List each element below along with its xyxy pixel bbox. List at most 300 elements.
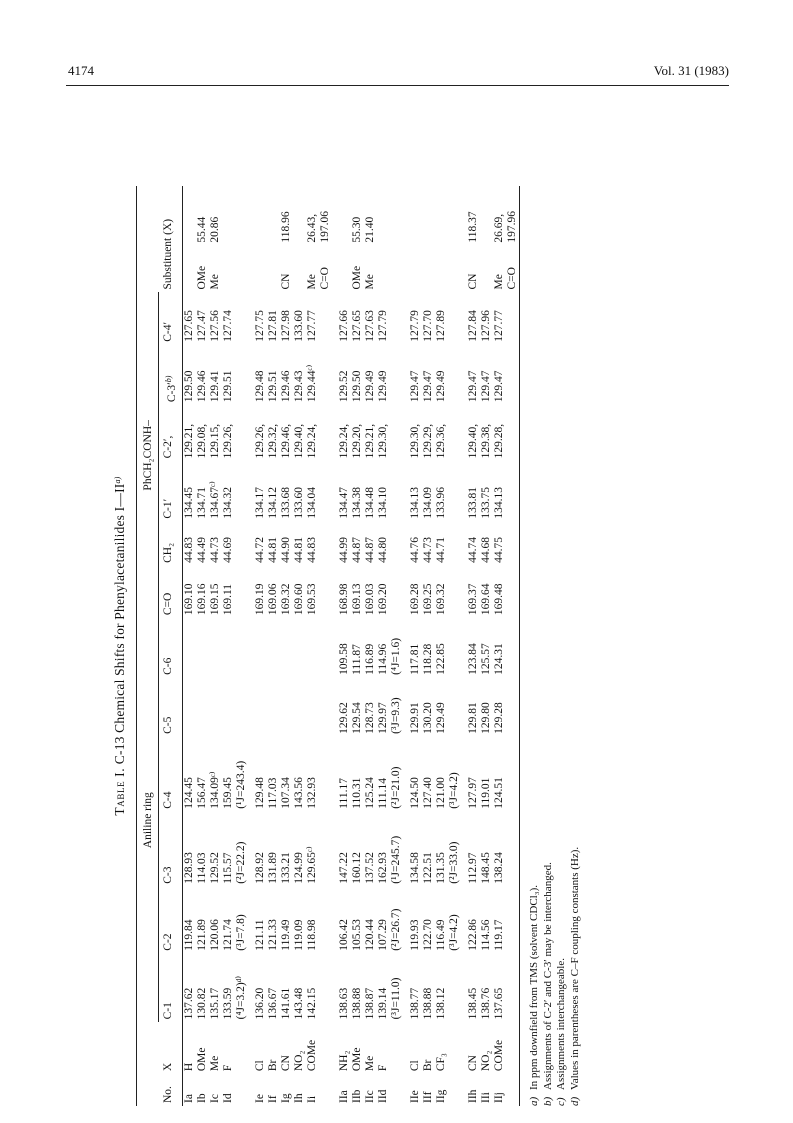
cell-c3: 115.57 <box>221 852 234 884</box>
cell-c4p: 127.77 <box>492 309 505 342</box>
cell-c1p <box>235 461 248 521</box>
cell-c2p: 129.30, <box>376 423 389 458</box>
group-header-aniline: Aniline ring <box>136 618 158 1022</box>
cell-ch2 <box>235 521 248 565</box>
cell-c2: 119.84 <box>182 918 195 951</box>
table-row <box>493 186 506 1106</box>
cell-sv <box>182 186 196 246</box>
cell-sv <box>254 186 267 246</box>
cell-c3: (²J=22.2) <box>234 841 247 884</box>
cell-c1: 142.15 <box>305 987 318 1019</box>
table-row <box>280 186 293 1106</box>
cell-c1p: 134.48 <box>363 486 376 519</box>
cell-sv: 20.86 <box>208 216 221 243</box>
footnote <box>541 186 555 1106</box>
cell-c2: 118.98 <box>305 918 318 951</box>
cell-c6 <box>267 618 280 678</box>
cell-x: OMe <box>350 1047 363 1071</box>
cell-c6: 114.96 <box>376 643 389 675</box>
cell-c3p: 129.50 <box>350 369 363 402</box>
cell-c4: 159.45 <box>221 776 234 809</box>
table-row <box>435 186 448 1106</box>
cell-c1p <box>506 461 520 521</box>
cell-co: 169.16 <box>195 583 208 615</box>
cell-c1 <box>448 953 461 1022</box>
table-row <box>364 186 377 1106</box>
cell-sub: CN <box>466 273 479 289</box>
cell-c2: 122.86 <box>466 918 479 951</box>
cell-c2: 121.74 <box>221 918 234 951</box>
cell-c4: (¹J=243.4) <box>234 760 247 809</box>
cell-c1p: 133.81 <box>466 486 479 519</box>
cell-c4: 134.09ᶜ⁾ <box>208 770 221 809</box>
footnote-text: In ppm downfield from TMS (solvent CDCl₃). <box>527 884 540 1090</box>
cell-c6: 109.58 <box>337 642 350 675</box>
cell-c2p: 129.26, <box>253 423 266 458</box>
cell-sv: 55.30 <box>350 216 363 243</box>
footnote-text: Values in parentheses are C–F coupling constants (Hz). <box>568 846 580 1090</box>
cell-c5: 129.49 <box>434 701 447 734</box>
cell-c3p: 129.41 <box>208 369 221 402</box>
cell-ch2 <box>390 521 403 565</box>
col-header-no: No. <box>158 1074 182 1106</box>
cell-ch2: 44.81 <box>266 536 279 563</box>
cell-c4: (²J=21.0) <box>389 766 402 809</box>
cell-sv <box>480 186 493 246</box>
table-row <box>467 186 480 1106</box>
cell-co: 169.64 <box>479 583 492 615</box>
cell-c2: 116.49 <box>434 918 447 951</box>
cell-c3: 131.35 <box>434 851 447 884</box>
table-row <box>209 186 222 1106</box>
cell-x: CN <box>279 1054 292 1071</box>
cell-c6 <box>209 618 222 678</box>
cell-c4: 132.93 <box>305 776 318 809</box>
cell-no: Ie <box>253 1093 266 1103</box>
cell-c5 <box>196 677 209 736</box>
cell-no: IIc <box>363 1089 376 1103</box>
cell-c1p: 134.47 <box>337 486 350 519</box>
cell-c5 <box>267 677 280 736</box>
cell-c5: 129.28 <box>492 701 505 734</box>
cell-c5 <box>293 677 306 736</box>
cell-ch2: 44.49 <box>195 536 208 563</box>
cell-c4 <box>506 736 520 811</box>
cell-c6: 111.87 <box>350 643 363 675</box>
cell-c1p <box>319 461 332 521</box>
cell-c1p: 134.67ᶜ⁾ <box>208 480 221 519</box>
footnote-label: d) <box>568 1096 580 1106</box>
cell-c2p: 129.40, <box>466 423 479 458</box>
cell-sv: 118.96 <box>279 210 292 243</box>
cell-sv <box>222 186 235 246</box>
cell-c4p <box>319 292 332 344</box>
table-caption <box>112 186 128 1106</box>
cell-c4p: 127.47 <box>195 309 208 342</box>
cell-c6 <box>448 618 461 678</box>
cell-c1: 136.67 <box>266 987 279 1019</box>
cell-c1p: 134.71 <box>195 486 208 519</box>
cell-c4p <box>506 292 520 344</box>
cell-c3: (¹J=245.7) <box>389 835 402 884</box>
col-header-c3: C-3 <box>158 811 182 886</box>
cell-c2p: 129.15, <box>208 423 221 458</box>
cell-c5 <box>280 677 293 736</box>
cell-c3p: 129.48 <box>253 369 266 402</box>
cell-c6: 124.31 <box>492 642 505 675</box>
cell-c4: 110.31 <box>350 777 363 809</box>
cell-c4: 121.00 <box>434 776 447 809</box>
cell-c1p: 133.75 <box>479 486 492 519</box>
cell-x: NH₂ <box>337 1050 350 1071</box>
table-row <box>409 186 422 1106</box>
cell-c3p: 129.46 <box>279 369 292 402</box>
table-footnotes <box>528 186 582 1106</box>
cell-sub <box>409 245 422 292</box>
cell-c1: (³J=11.0) <box>389 977 402 1019</box>
cell-c6: 118.28 <box>421 643 434 675</box>
cell-c3: 114.03 <box>195 852 208 884</box>
footnote-text: Assignments of C-2′ and C-3′ may be interchanged. <box>541 861 553 1090</box>
cell-c4p: 127.89 <box>434 309 447 342</box>
cell-c3: 137.52 <box>363 851 376 884</box>
footnote-label: b) <box>541 1096 553 1106</box>
cell-c3: 128.92 <box>253 851 266 884</box>
cell-c2 <box>506 886 520 953</box>
cell-c6 <box>306 618 319 678</box>
table-row <box>319 186 332 1106</box>
cell-c5 <box>319 677 332 736</box>
cell-c3p: 129.47 <box>408 369 421 402</box>
cell-c1p <box>448 461 461 521</box>
cell-ch2: 44.73 <box>208 536 221 563</box>
cell-x: Br <box>421 1059 434 1071</box>
cell-c1: 141.61 <box>279 987 292 1019</box>
col-header-c3prime-mark: b) <box>163 375 173 382</box>
cell-sub <box>254 245 267 292</box>
cell-co: 169.10 <box>182 583 195 615</box>
cell-x: Br <box>266 1059 279 1071</box>
cell-sv <box>448 186 461 246</box>
cell-c6: 125.57 <box>479 642 492 675</box>
cell-no: IIf <box>421 1091 434 1103</box>
cell-co <box>448 565 461 617</box>
cell-c1 <box>319 953 332 1022</box>
cell-c6 <box>254 618 267 678</box>
cell-no <box>235 1074 248 1106</box>
table-row <box>196 186 209 1106</box>
cell-co: 169.28 <box>408 583 421 615</box>
cell-c1: (⁴J=3.2)ᵈ⁾ <box>234 975 247 1019</box>
cell-no: Ih <box>292 1092 305 1103</box>
cell-c1: 138.77 <box>408 987 421 1019</box>
cell-x: CF₃ <box>434 1052 447 1071</box>
cell-ch2: 44.71 <box>434 536 447 563</box>
cell-ch2: 44.80 <box>376 536 389 563</box>
cell-c2p <box>319 405 332 461</box>
table-row <box>506 186 520 1106</box>
cell-c2: 120.44 <box>363 918 376 951</box>
cell-c4: 111.17 <box>337 777 350 809</box>
cell-co: 168.98 <box>337 583 350 615</box>
col-header-c6: C-6 <box>158 618 182 678</box>
cell-ch2: 44.76 <box>408 536 421 563</box>
cell-co: 169.60 <box>292 583 305 615</box>
cell-no <box>390 1074 403 1106</box>
cell-c1: 137.62 <box>182 987 195 1019</box>
cell-sv <box>338 186 351 246</box>
table-row <box>235 186 248 1106</box>
col-header-c1: C-1 <box>158 953 182 1022</box>
group-spacer <box>403 186 409 1106</box>
cell-c3: 122.51 <box>421 851 434 884</box>
cell-c5: 129.91 <box>408 701 421 734</box>
cell-c2: 120.06 <box>208 918 221 951</box>
cell-c2: (³J=7.8) <box>234 913 247 951</box>
cell-sub <box>422 245 435 292</box>
cell-c3p: 129.46 <box>195 369 208 402</box>
cell-c3: 148.45 <box>479 851 492 884</box>
cell-c3p: 129.44ᶜ⁾ <box>305 364 318 402</box>
cell-x: F <box>221 1064 234 1071</box>
cell-ch2 <box>506 521 520 565</box>
cell-c2: 121.33 <box>266 918 279 951</box>
cell-c4: 107.34 <box>279 776 292 809</box>
cell-co <box>390 565 403 617</box>
cell-c2p: 129.40, <box>292 423 305 458</box>
cell-no <box>506 1074 520 1106</box>
cell-c6: (⁴J=1.6) <box>389 637 402 675</box>
volume-label: Vol. 31 (1983) <box>653 63 729 78</box>
cell-c5: 129.81 <box>466 701 479 734</box>
cell-ch2: 44.81 <box>292 536 305 563</box>
cell-c2p: 129.28, <box>492 423 505 458</box>
table-row <box>480 186 493 1106</box>
cell-sv <box>390 186 403 246</box>
col-header-substituent: Substituent (X) <box>158 186 182 293</box>
footnote <box>555 186 569 1106</box>
col-header-c1prime: C-1′ <box>158 461 182 521</box>
cell-c2: (²J=26.7) <box>389 907 402 951</box>
cell-c1 <box>506 953 520 1022</box>
cell-c5: 129.54 <box>350 701 363 734</box>
cell-sub: Me <box>363 273 376 289</box>
cell-co: 169.25 <box>421 583 434 615</box>
cell-sv: 26.69, <box>492 213 505 243</box>
cell-sv: 197.06 <box>318 210 331 243</box>
cell-c4p: 127.96 <box>479 309 492 342</box>
cell-c1: 138.63 <box>337 987 350 1019</box>
cell-sub <box>222 245 235 292</box>
cell-c2p: 129.21, <box>182 423 195 458</box>
cell-co: 169.53 <box>305 583 318 615</box>
cell-c6 <box>319 618 332 678</box>
cell-c4: 127.40 <box>421 776 434 809</box>
cell-c2 <box>319 886 332 953</box>
cell-sub <box>390 245 403 292</box>
cell-c3 <box>506 811 520 886</box>
cell-co: 169.20 <box>376 583 389 615</box>
cell-c3: 162.93 <box>376 851 389 884</box>
table-body <box>182 186 519 1106</box>
cell-c3p: 129.50 <box>182 369 195 402</box>
cell-sv <box>235 186 248 246</box>
cell-c6: 116.89 <box>363 643 376 675</box>
col-header-c4prime: C-4′ <box>158 292 182 344</box>
cell-c1p: 134.04 <box>305 486 318 519</box>
cell-c2: 119.17 <box>492 918 505 951</box>
cell-ch2: 44.83 <box>305 536 318 563</box>
cell-c3: 131.89 <box>266 851 279 884</box>
cell-ch2: 44.83 <box>182 536 195 563</box>
cell-c1: 138.88 <box>421 987 434 1019</box>
cell-co: 169.11 <box>221 583 234 615</box>
cell-sub <box>435 245 448 292</box>
cell-c5: (³J=9.3) <box>389 696 402 734</box>
footnote <box>568 186 582 1106</box>
cell-sv <box>409 186 422 246</box>
cell-c4: 117.03 <box>266 777 279 809</box>
cell-ch2: 44.90 <box>279 536 292 563</box>
cell-c4: 119.01 <box>479 777 492 809</box>
cell-c1p: 133.60 <box>292 486 305 519</box>
cell-c5: 129.97 <box>376 701 389 734</box>
cell-x: Cl <box>408 1059 421 1071</box>
cell-c1: 130.82 <box>195 987 208 1019</box>
cell-x <box>235 1022 248 1074</box>
cell-sub: OMe <box>195 265 208 289</box>
cell-no: IIb <box>350 1089 363 1103</box>
cell-c5: 128.73 <box>363 701 376 734</box>
cell-x: COMe <box>492 1039 505 1071</box>
cell-c1: 138.87 <box>363 987 376 1019</box>
group-spacer <box>332 186 338 1106</box>
cell-x: Me <box>208 1055 221 1071</box>
cell-c6: 122.85 <box>434 642 447 675</box>
cell-sub <box>338 245 351 292</box>
cell-x: NO₂ <box>479 1050 492 1071</box>
cell-c4p: 127.79 <box>376 309 389 342</box>
cell-co: 169.06 <box>266 583 279 615</box>
cell-c5 <box>209 677 222 736</box>
cell-sub: C=O <box>505 266 518 289</box>
cell-c2p: 129.46, <box>279 423 292 458</box>
cell-c2: 105.53 <box>350 918 363 951</box>
cell-c3p: 129.51 <box>266 369 279 402</box>
col-header-co: C=O <box>158 565 182 617</box>
cell-c5 <box>235 677 248 736</box>
col-header-c2: C-2 <box>158 886 182 953</box>
col-header-ch2: CH₂ <box>158 521 182 565</box>
cell-ch2: 44.74 <box>466 536 479 563</box>
cell-sv <box>435 186 448 246</box>
cell-c4p: 127.81 <box>266 309 279 342</box>
cell-c6 <box>196 618 209 678</box>
cell-no: IId <box>376 1089 389 1103</box>
cell-x: CN <box>466 1054 479 1071</box>
col-header-x: X <box>158 1022 182 1074</box>
cell-c2p <box>448 405 461 461</box>
cell-c3p: 129.47 <box>479 369 492 402</box>
cell-co: 169.48 <box>492 583 505 615</box>
cell-c4p <box>448 292 461 344</box>
cell-sub <box>267 245 280 292</box>
table-row <box>293 186 306 1106</box>
cell-c2p <box>235 405 248 461</box>
cell-c2: 114.56 <box>479 918 492 951</box>
cell-c3p <box>448 344 461 404</box>
cell-sv <box>422 186 435 246</box>
cell-c1: 135.17 <box>208 987 221 1019</box>
cell-c3p <box>235 344 248 404</box>
cell-c1p: 134.45 <box>182 486 195 519</box>
cell-c3: 128.93 <box>182 851 195 884</box>
cell-c2p: 129.36, <box>434 423 447 458</box>
cell-c2p: 129.29, <box>421 423 434 458</box>
cell-c4p: 133.60 <box>292 309 305 342</box>
cell-c2p <box>506 405 520 461</box>
cell-c3p: 129.49 <box>434 369 447 402</box>
cell-c1p: 134.38 <box>350 486 363 519</box>
cell-ch2: 44.87 <box>363 536 376 563</box>
cell-x: Me <box>363 1055 376 1071</box>
cell-c1: 136.20 <box>253 987 266 1019</box>
cell-c5 <box>506 677 520 736</box>
table-title: C-13 Chemical Shifts for Phenylacetanilides I—II <box>111 483 127 764</box>
cell-c2p: 129.08, <box>195 423 208 458</box>
cell-no: If <box>266 1094 279 1103</box>
cell-c1: 138.45 <box>466 987 479 1019</box>
cell-no: Ic <box>208 1093 221 1103</box>
cell-c4p: 127.63 <box>363 309 376 342</box>
cell-c1: 138.88 <box>350 987 363 1019</box>
cell-c1p: 134.10 <box>376 486 389 519</box>
cell-co: 169.19 <box>253 583 266 615</box>
table-row <box>422 186 435 1106</box>
cell-x: NO₂ <box>292 1050 305 1071</box>
cell-sv: 21.40 <box>363 216 376 243</box>
cell-c2p: 129.20, <box>350 423 363 458</box>
cell-ch2: 44.75 <box>492 536 505 563</box>
table-title-mark: a) <box>112 475 122 484</box>
table-row <box>390 186 403 1106</box>
cell-c2: 119.09 <box>292 918 305 951</box>
cell-sv: 197.96 <box>505 210 518 243</box>
cell-c1: 139.14 <box>376 987 389 1019</box>
cell-no: Ig <box>279 1092 292 1103</box>
cell-c6 <box>222 618 235 678</box>
cell-c4p: 127.65 <box>350 309 363 342</box>
cell-c3: 160.12 <box>350 851 363 884</box>
table-row <box>338 186 351 1106</box>
cell-c4: 127.97 <box>466 776 479 809</box>
cell-c2p <box>390 405 403 461</box>
cell-sub: Me <box>305 273 318 289</box>
cell-c3: 133.21 <box>279 851 292 884</box>
cell-c2: 106.42 <box>337 918 350 951</box>
cell-x: F <box>376 1064 389 1071</box>
cell-x <box>319 1022 332 1074</box>
cell-c6 <box>280 618 293 678</box>
cell-no: IIe <box>408 1089 421 1103</box>
cell-c1: 138.76 <box>479 987 492 1019</box>
cell-c4p: 127.74 <box>221 309 234 342</box>
cell-c3p: 129.47 <box>421 369 434 402</box>
cell-c4: 125.24 <box>363 776 376 809</box>
cell-c3: 129.65ᶜ⁾ <box>305 845 318 884</box>
cell-c2p: 129.26, <box>221 423 234 458</box>
cell-c1p: 134.09 <box>421 486 434 519</box>
